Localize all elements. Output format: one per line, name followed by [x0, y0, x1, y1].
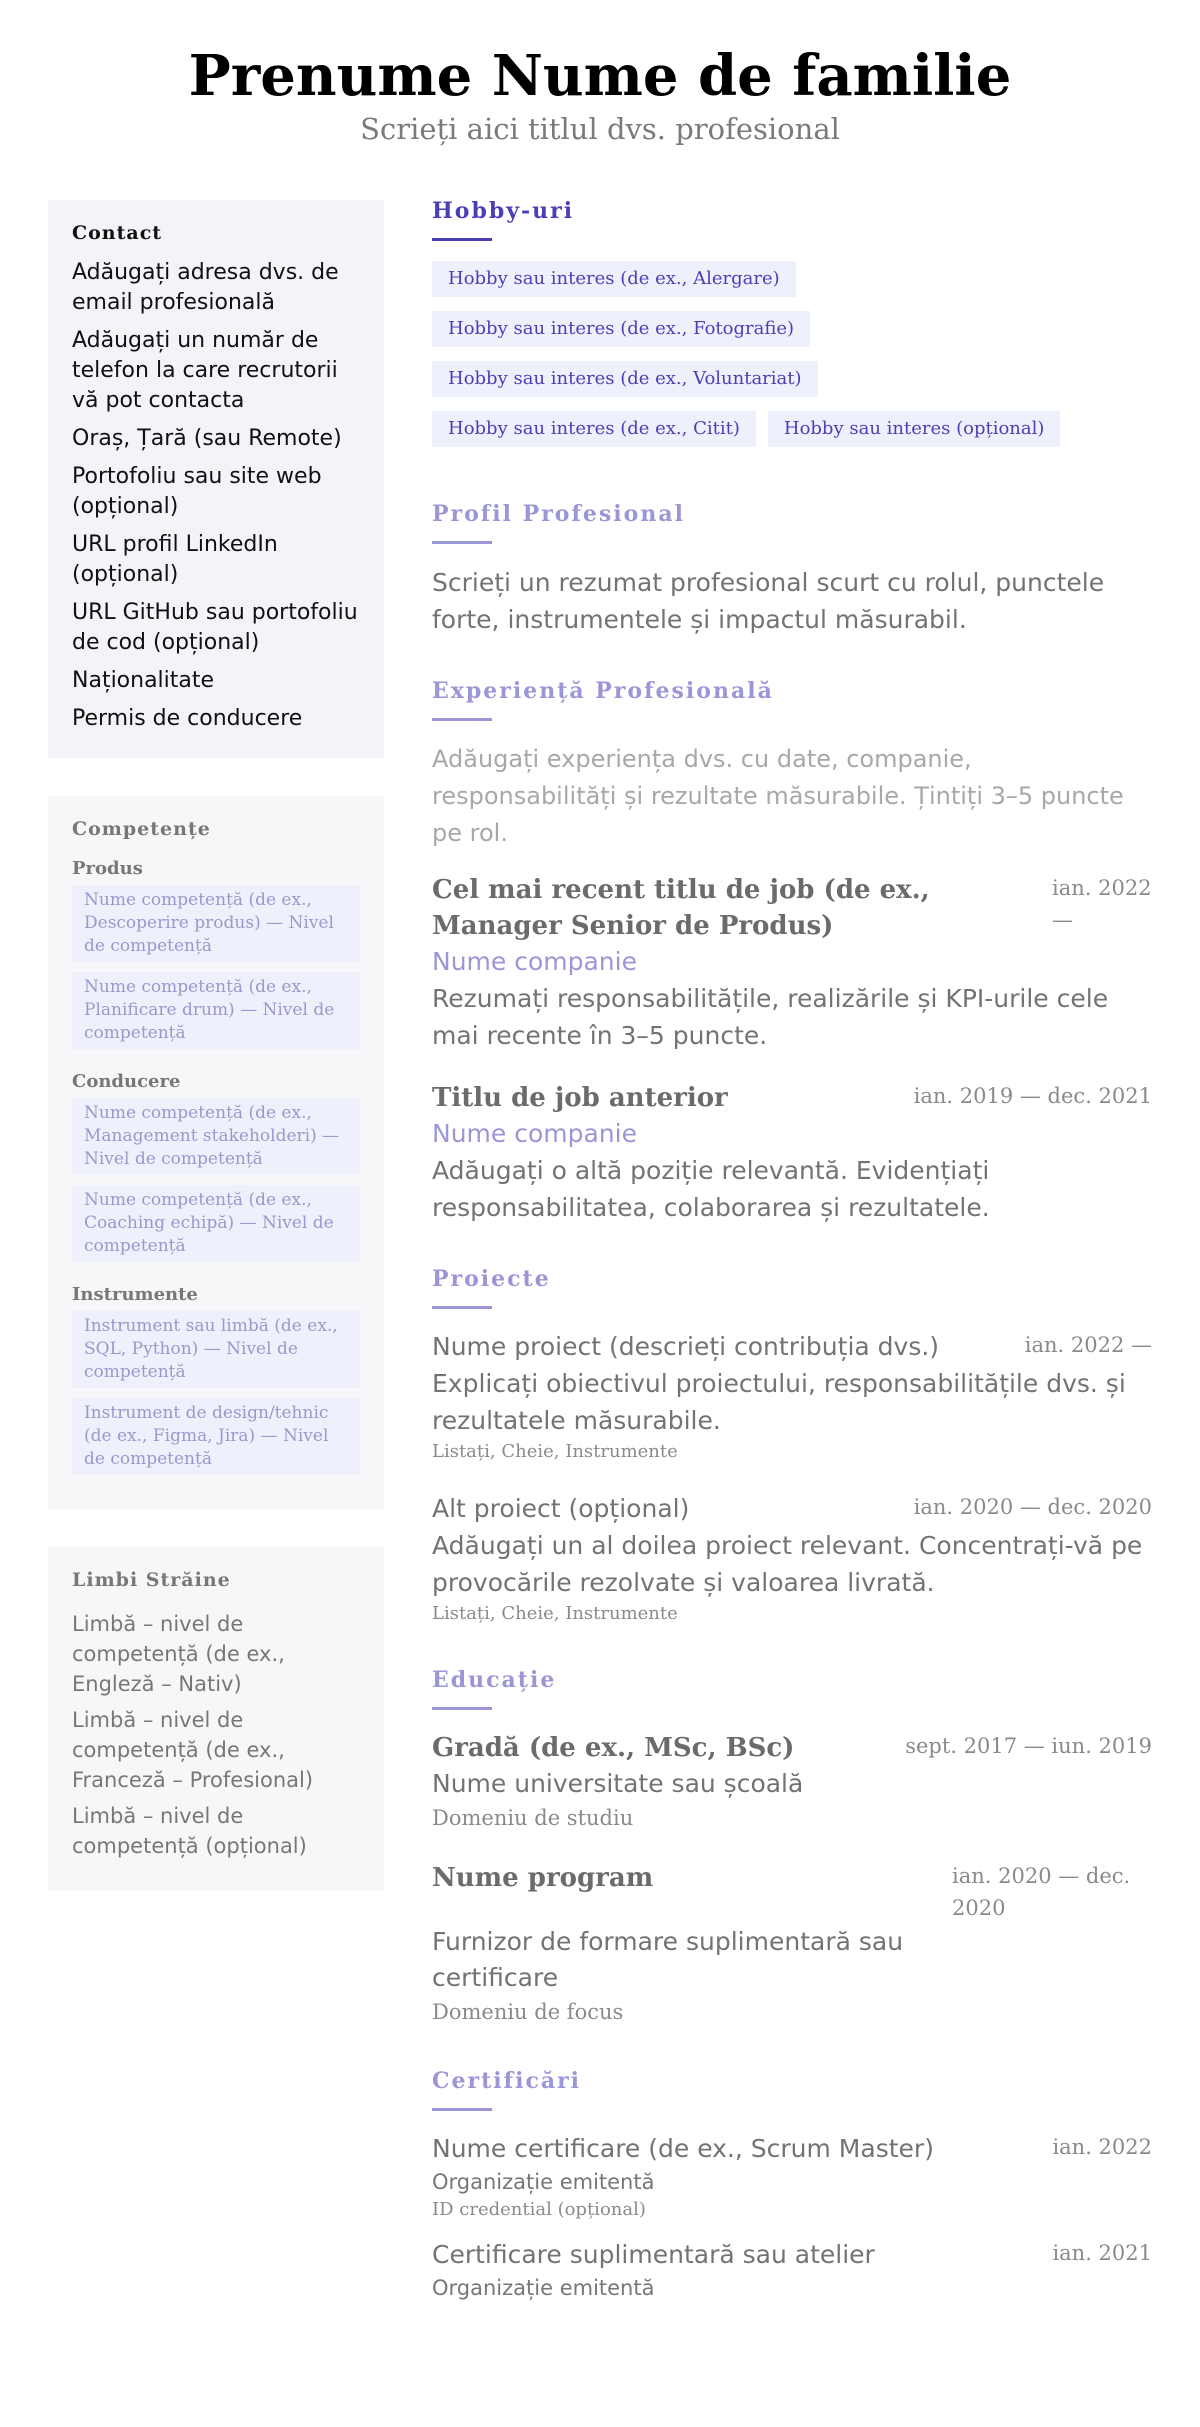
skill-item: Nume competență (de ex., Coaching echipă) — Nivel de competență	[72, 1185, 360, 1262]
degree-name: Nume program	[432, 1863, 654, 1893]
certification-date: ian. 2022	[1052, 2135, 1152, 2159]
contact-phone: Adăugați un număr de telefon la care recrutorii vă pot contacta	[72, 328, 338, 413]
candidate-name: Prenume Nume de familie	[188, 43, 1012, 109]
contact-email: Adăugați adresa dvs. de email profesională	[72, 260, 339, 315]
certification-entry	[432, 2131, 1152, 2223]
project-date: ian. 2022 —	[1024, 1333, 1152, 1357]
skill-item: Nume competență (de ex., Planificare drum) — Nivel de competență	[72, 972, 360, 1049]
contact-website: Portofoliu sau site web (opțional)	[72, 464, 322, 519]
certifications-section	[432, 2068, 1152, 2303]
experience-intro: Adăugați experiența dvs. cu date, companie, responsabilități și rezultate măsurabile. Țintiți 3–5 puncte pe rol.	[432, 745, 1124, 847]
project-description: Explicați obiectivul proiectului, responsabilitățile dvs. și rezultatele măsurabile.	[432, 1369, 1126, 1435]
institution-name: Nume universitate sau școală	[432, 1769, 804, 1798]
section-divider	[432, 541, 492, 544]
project-tags: Listați, Cheie, Instrumente	[432, 1441, 678, 1462]
profile-summary: Scrieți un rezumat profesional scurt cu rolul, punctele forte, instrumentele și impactul măsurabil.	[432, 568, 1105, 634]
language-item: Limbă – nivel de competență (de ex., Franceză – Profesional)	[72, 1708, 314, 1792]
job-date: ian. 2019 — dec. 2021	[913, 1084, 1152, 1108]
certification-date: ian. 2021	[1052, 2241, 1152, 2265]
project-entry	[432, 1329, 1152, 1465]
skill-group-product: Produs	[72, 858, 143, 879]
education-date: ian. 2020 — dec. 2020	[952, 1864, 1131, 1920]
hobbies-section	[432, 198, 1152, 461]
section-divider	[432, 1306, 492, 1309]
job-description: Rezumați responsabilitățile, realizările și KPI-urile cele mai recente în 3–5 puncte.	[432, 984, 1109, 1050]
study-field: Domeniu de studiu	[432, 1806, 634, 1830]
project-name: Nume proiect (descrieți contribuția dvs.)	[432, 1332, 940, 1361]
skill-item: Instrument de design/tehnic (de ex., Figma, Jira) — Nivel de competență	[72, 1398, 360, 1475]
hobbies-title: Hobby-uri	[432, 198, 575, 224]
skill-item: Nume competență (de ex., Descoperire produs) — Nivel de competență	[72, 885, 360, 962]
company-name: Nume companie	[432, 1119, 637, 1148]
languages-card	[48, 1547, 384, 1891]
hobby-chip: Hobby sau interes (opțional)	[768, 411, 1061, 447]
language-item: Limbă – nivel de competență (opțional)	[72, 1804, 307, 1858]
certifications-title: Certificări	[432, 2068, 582, 2094]
skill-group-tools: Instrumente	[72, 1284, 198, 1305]
credential-id: ID credential (opțional)	[432, 2199, 646, 2220]
hobby-chip: Hobby sau interes (de ex., Fotografie)	[432, 311, 810, 347]
study-field: Domeniu de focus	[432, 2000, 624, 2024]
section-divider	[432, 2108, 492, 2111]
project-name: Alt proiect (opțional)	[432, 1494, 690, 1523]
education-section	[432, 1667, 1152, 2028]
education-entry	[432, 1730, 1152, 1834]
hobby-chip: Hobby sau interes (de ex., Citit)	[432, 411, 756, 447]
company-name: Nume companie	[432, 947, 637, 976]
issuing-organization: Organizație emitentă	[432, 2170, 655, 2194]
languages-title: Limbi Străine	[72, 1569, 231, 1591]
contact-title: Contact	[72, 222, 163, 244]
contact-github: URL GitHub sau portofoliu de cod (opțional)	[72, 600, 358, 655]
experience-title: Experiență Profesională	[432, 678, 774, 704]
contact-location: Oraș, Țară (sau Remote)	[72, 426, 342, 451]
project-tags: Listați, Cheie, Instrumente	[432, 1603, 678, 1624]
education-date: sept. 2017 — iun. 2019	[905, 1734, 1152, 1758]
skill-item: Nume competență (de ex., Management stakeholderi) — Nivel de competență	[72, 1098, 360, 1175]
project-description: Adăugați un al doilea proiect relevant. Concentrați-vă pe provocările rezolvate și valoarea livrată.	[432, 1531, 1143, 1597]
institution-name: Furnizor de formare suplimentară sau certificare	[432, 1927, 904, 1992]
hobby-chips	[432, 261, 1152, 461]
experience-section	[432, 678, 1152, 1226]
contact-card	[48, 200, 384, 758]
projects-section	[432, 1266, 1152, 1627]
job-title: Titlu de job anterior	[432, 1083, 728, 1113]
resume-header	[0, 0, 1200, 146]
certification-entry	[432, 2237, 1152, 2303]
sidebar	[48, 200, 384, 1929]
hobby-chip: Hobby sau interes (de ex., Voluntariat)	[432, 361, 818, 397]
certification-name: Nume certificare (de ex., Scrum Master)	[432, 2134, 934, 2163]
issuing-organization: Organizație emitentă	[432, 2276, 655, 2300]
hobby-chip: Hobby sau interes (de ex., Alergare)	[432, 261, 796, 297]
section-divider	[432, 238, 492, 241]
skill-item: Instrument sau limbă (de ex., SQL, Python) — Nivel de competență	[72, 1311, 360, 1388]
language-item: Limbă – nivel de competență (de ex., Engleză – Nativ)	[72, 1612, 285, 1696]
project-date: ian. 2020 — dec. 2020	[913, 1495, 1152, 1519]
project-entry	[432, 1491, 1152, 1627]
contact-license: Permis de conducere	[72, 706, 303, 731]
job-description: Adăugați o altă poziție relevantă. Evidențiați responsabilitatea, colaborarea și rezultatele.	[432, 1156, 990, 1222]
job-title: Cel mai recent titlu de job (de ex., Manager Senior de Produs)	[432, 875, 930, 941]
education-title: Educație	[432, 1667, 557, 1693]
certification-name: Certificare suplimentară sau atelier	[432, 2240, 875, 2269]
job-date: ian. 2022 —	[1052, 876, 1152, 932]
profile-section	[432, 501, 1152, 638]
projects-title: Proiecte	[432, 1266, 551, 1292]
degree-name: Gradă (de ex., MSc, BSc)	[432, 1733, 795, 1763]
contact-nationality: Naționalitate	[72, 668, 215, 693]
section-divider	[432, 718, 492, 721]
contact-linkedin: URL profil LinkedIn (opțional)	[72, 532, 278, 587]
skills-card	[48, 796, 384, 1509]
education-entry	[432, 1860, 1152, 2028]
main-content	[432, 198, 1152, 2343]
experience-entry	[432, 1080, 1152, 1226]
skills-title: Competențe	[72, 818, 211, 840]
professional-title: Scrieți aici titlul dvs. profesional	[360, 112, 840, 146]
profile-title: Profil Profesional	[432, 501, 685, 527]
skill-group-leadership: Conducere	[72, 1071, 181, 1092]
experience-entry	[432, 872, 1152, 1054]
section-divider	[432, 1707, 492, 1710]
